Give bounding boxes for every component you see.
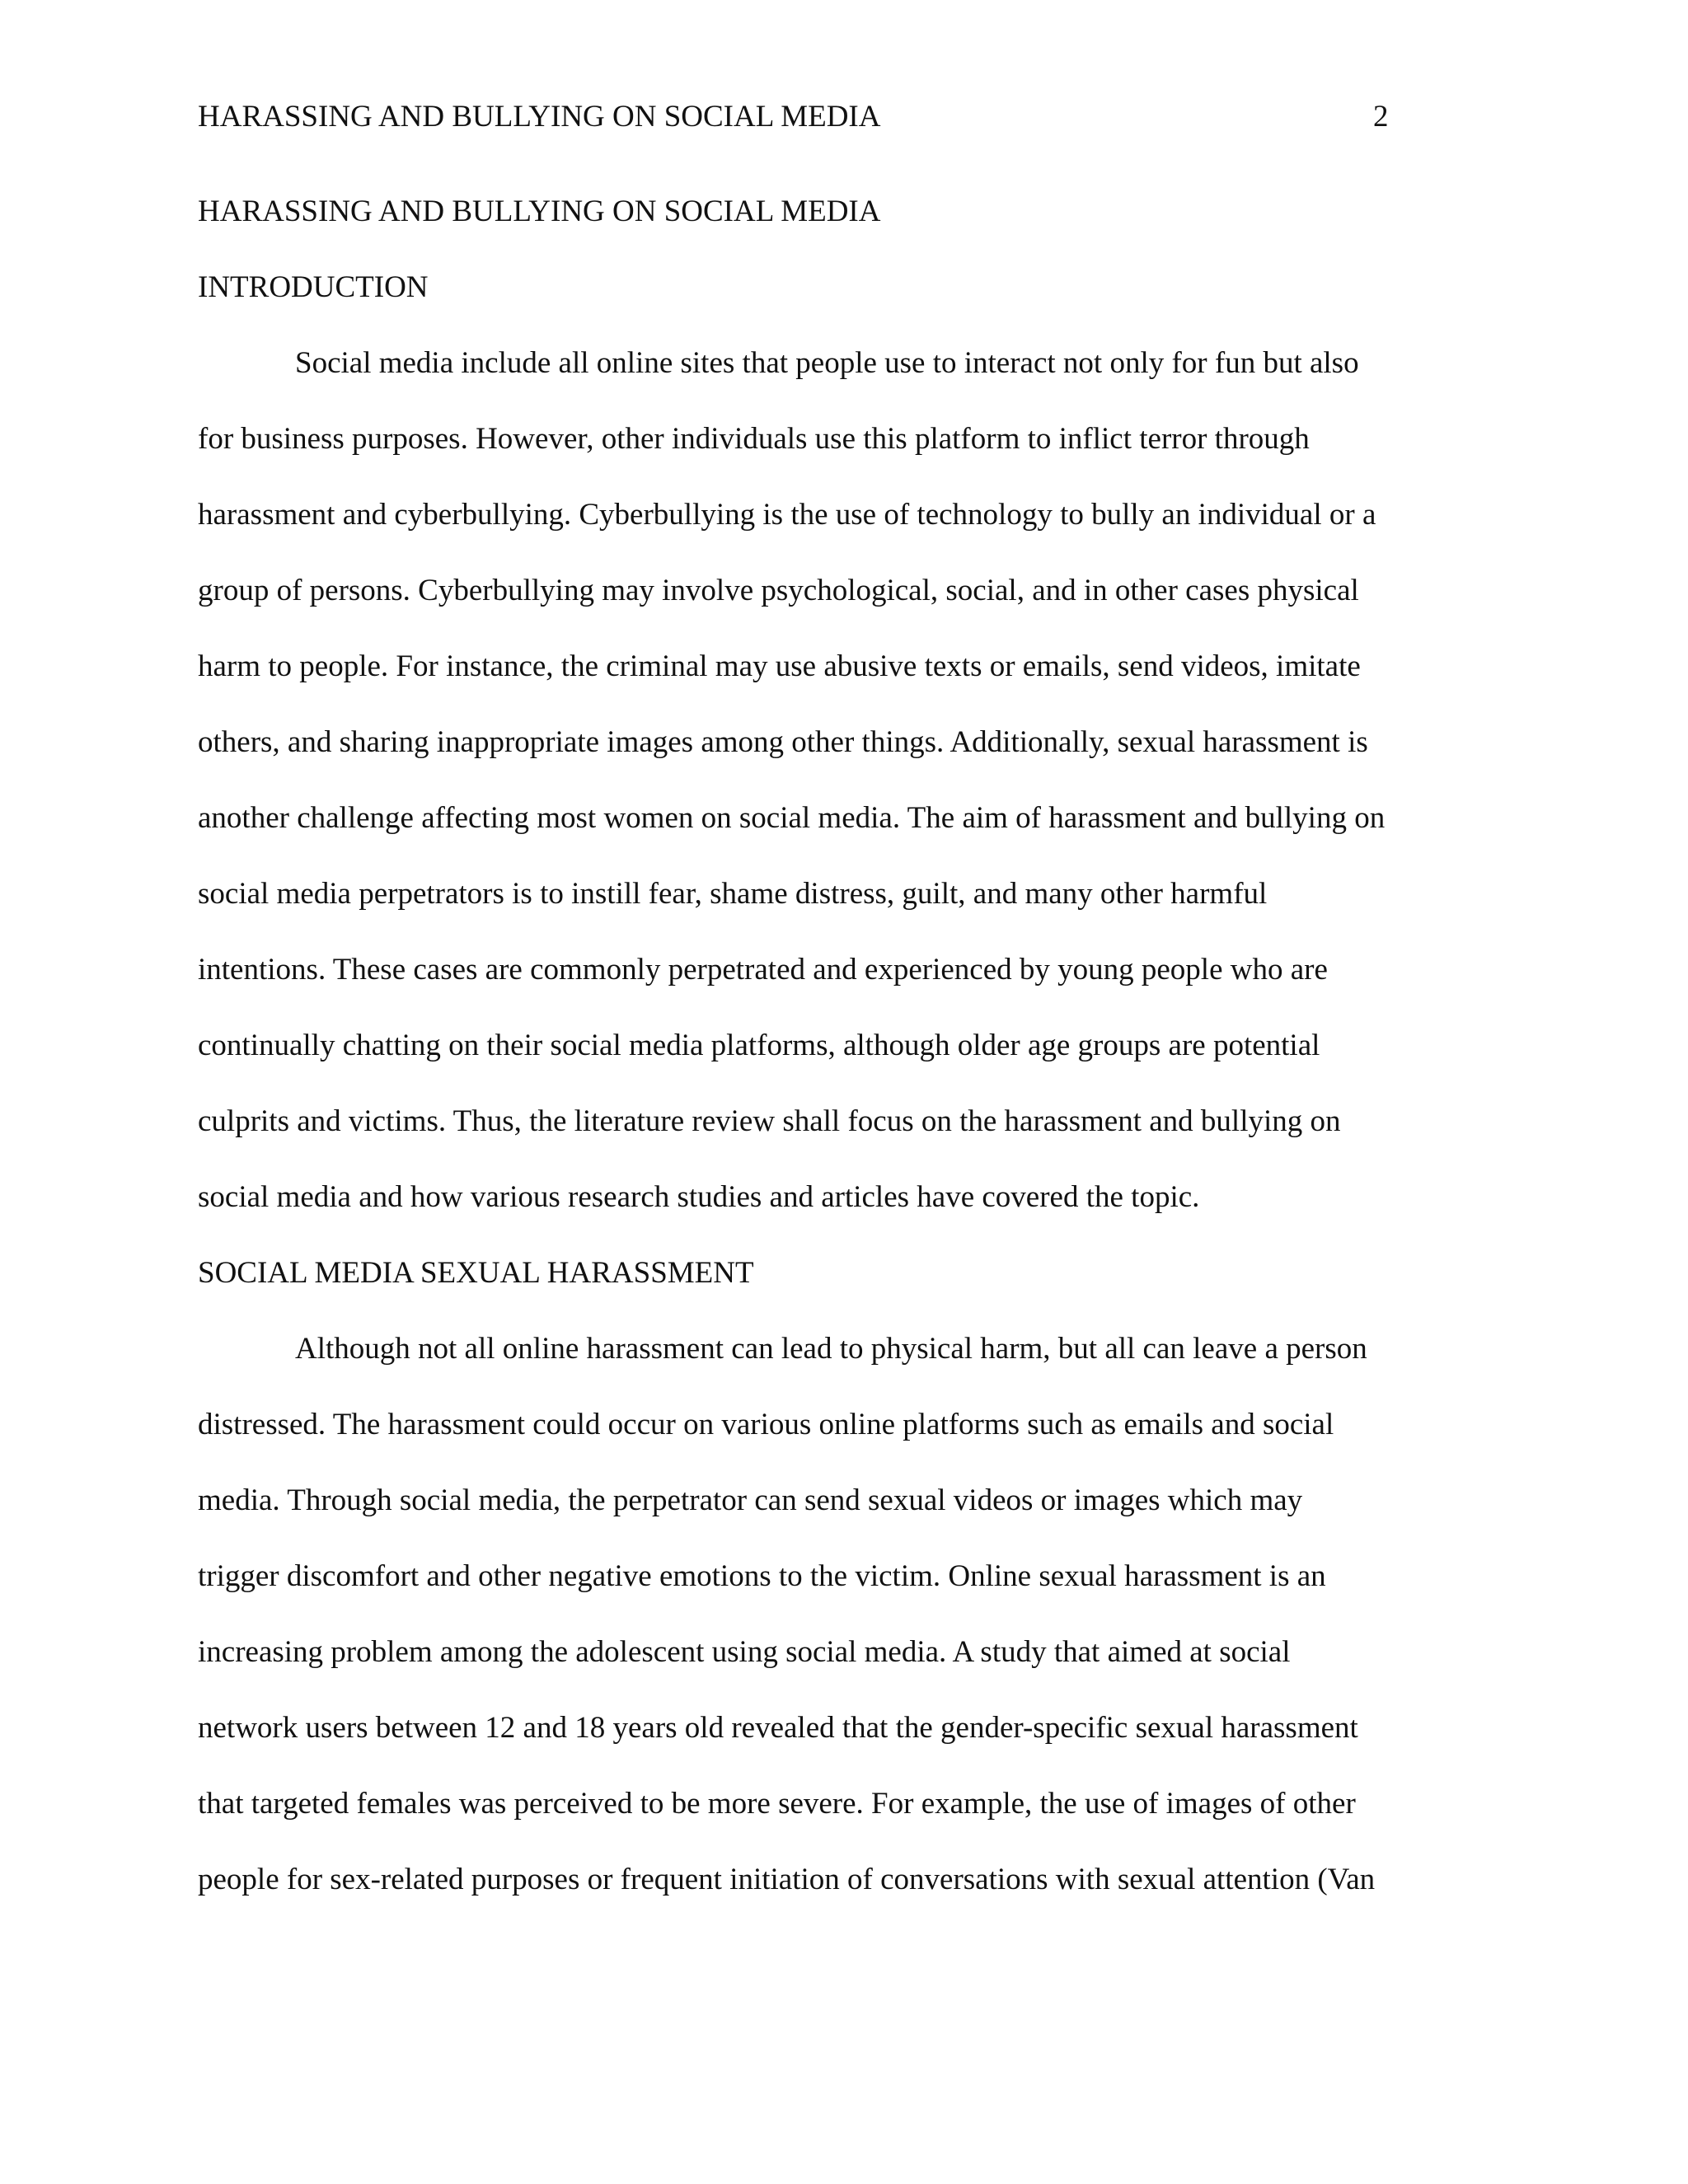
paragraph-line: culprits and victims. Thus, the literature review shall focus on the harassment and bullying on xyxy=(198,1104,1341,1138)
page-number: 2 xyxy=(1373,100,1389,134)
paragraph-line: media. Through social media, the perpetrator can send sexual videos or images which may xyxy=(198,1483,1303,1517)
paragraph-line: network users between 12 and 18 years old revealed that the gender-specific sexual harassment xyxy=(198,1711,1358,1745)
running-head: HARASSING AND BULLYING ON SOCIAL MEDIA xyxy=(198,100,881,134)
paragraph-line: intentions. These cases are commonly perpetrated and experienced by young people who are xyxy=(198,953,1328,987)
document-title: HARASSING AND BULLYING ON SOCIAL MEDIA xyxy=(198,194,881,228)
paragraph-line: Social media include all online sites that people use to interact not only for fun but also xyxy=(295,346,1359,380)
paragraph-line: distressed. The harassment could occur on various online platforms such as emails and social xyxy=(198,1408,1334,1441)
paragraph-line: Although not all online harassment can lead to physical harm, but all can leave a person xyxy=(295,1332,1367,1366)
paragraph-line: continually chatting on their social media platforms, although older age groups are potential xyxy=(198,1029,1320,1062)
document-body xyxy=(198,187,1500,1931)
paragraph-line: group of persons. Cyberbullying may involve psychological, social, and in other cases physical xyxy=(198,574,1359,607)
paragraph-line: harm to people. For instance, the criminal may use abusive texts or emails, send videos, imitate xyxy=(198,649,1361,683)
paragraph-line: another challenge affecting most women on social media. The aim of harassment and bullying on xyxy=(198,801,1386,835)
paragraph-line: for business purposes. However, other individuals use this platform to inflict terror through xyxy=(198,422,1310,456)
paragraph-line: others, and sharing inappropriate images among other things. Additionally, sexual harassment is xyxy=(198,725,1368,759)
section-heading-sexual-harassment: SOCIAL MEDIA SEXUAL HARASSMENT xyxy=(198,1256,754,1290)
paragraph-line: social media perpetrators is to instill fear, shame distress, guilt, and many other harmful xyxy=(198,877,1268,911)
paragraph-line: that targeted females was perceived to be more severe. For example, the use of images of other xyxy=(198,1787,1356,1821)
paragraph-line: people for sex-related purposes or frequent initiation of conversations with sexual attention (Van xyxy=(198,1863,1376,1896)
paragraph-line: trigger discomfort and other negative emotions to the victim. Online sexual harassment is an xyxy=(198,1559,1326,1593)
paragraph-line: increasing problem among the adolescent using social media. A study that aimed at social xyxy=(198,1635,1291,1669)
paragraph-line: harassment and cyberbullying. Cyberbullying is the use of technology to bully an individual or a xyxy=(198,498,1376,532)
section-heading-introduction: INTRODUCTION xyxy=(198,270,429,304)
paragraph-line: social media and how various research studies and articles have covered the topic. xyxy=(198,1180,1200,1214)
